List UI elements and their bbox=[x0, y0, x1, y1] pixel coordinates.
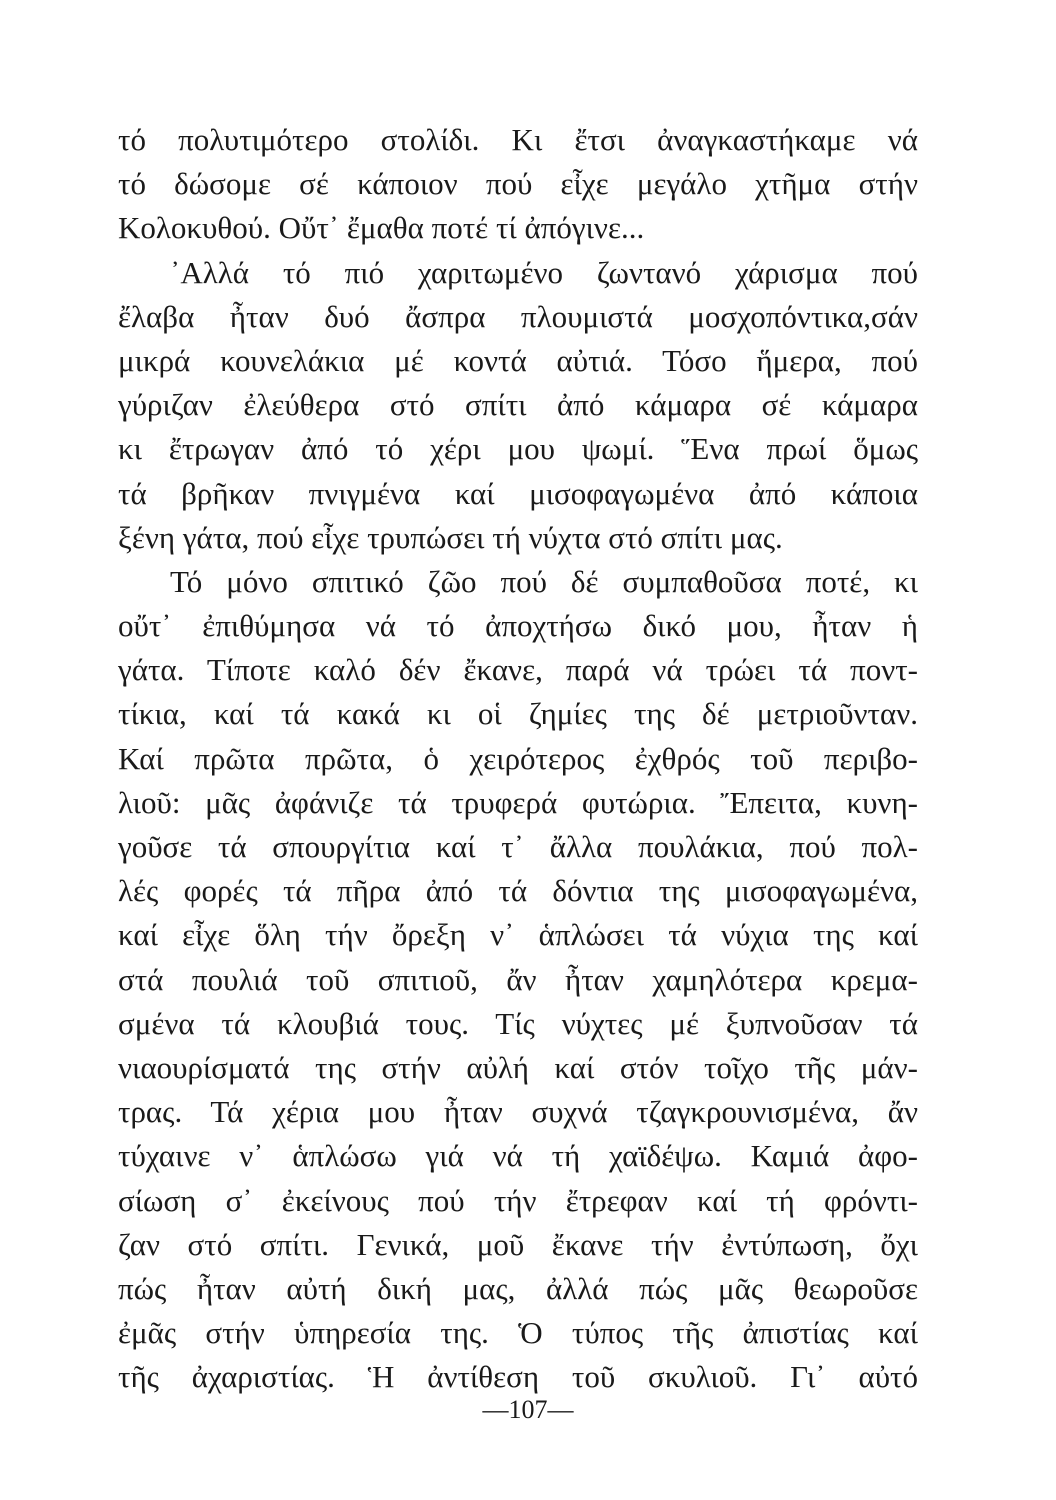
text-line: μικρά κουνελάκια μέ κοντά αὐτιά. Τόσο ἥμερα, πού bbox=[118, 342, 918, 378]
text-line: τῆς ἀχαριστίας. Ἡ ἀντίθεση τοῦ σκυλιοῦ. Γι᾽ αὐτό bbox=[118, 1359, 918, 1395]
text-line: λιοῦ: μᾶς ἀφάνιζε τά τρυφερά φυτώρια. Ἔπειτα, κυνη- bbox=[118, 784, 918, 820]
text-line: κι ἔτρωγαν ἀπό τό χέρι μου ψωμί. Ἕνα πρωί ὅμως bbox=[118, 431, 918, 467]
text-line: ἔλαβα ἦταν δυό ἄσπρα πλουμιστά μοσχοπόντικα,σάν bbox=[118, 298, 918, 334]
text-line: λές φορές τά πῆρα ἀπό τά δόντια της μισοφαγωμένα, bbox=[118, 873, 918, 909]
text-line: ξένη γάτα, πού εἶχε τρυπώσει τή νύχτα στό σπίτι μας. bbox=[118, 519, 783, 555]
text-line: ᾽Αλλά τό πιό χαριτωμένο ζωντανό χάρισμα πού bbox=[170, 254, 918, 290]
text-line: σμένα τά κλουβιά τους. Τίς νύχτες μέ ξυπνοῦσαν τά bbox=[118, 1005, 918, 1041]
text-line: τύχαινε ν᾽ ἁπλώσω γιά νά τή χαϊδέψω. Καμιά ἀφο- bbox=[118, 1138, 918, 1174]
text-line: σίωση σ᾽ ἐκείνους πού τήν ἔτρεφαν καί τή φρόντι- bbox=[118, 1182, 918, 1218]
text-line: τά βρῆκαν πνιγμένα καί μισοφαγωμένα ἀπό κάποια bbox=[118, 475, 918, 511]
text-line: τρας. Τά χέρια μου ἦταν συχνά τζαγκρουνισμένα, ἄν bbox=[118, 1094, 918, 1130]
text-line: τό πολυτιμότερο στολίδι. Κι ἔτσι ἀναγκαστήκαμε νά bbox=[118, 122, 918, 157]
text-line: Τό μόνο σπιτικό ζῶο πού δέ συμπαθοῦσα ποτέ, κι bbox=[170, 563, 918, 599]
text-line: ζαν στό σπίτι. Γενικά, μοῦ ἔκανε τήν ἐντύπωση, ὄχι bbox=[118, 1226, 918, 1262]
text-line: γύριζαν ἐλεύθερα στό σπίτι ἀπό κάμαρα σέ κάμαρα bbox=[118, 387, 918, 423]
body-text bbox=[118, 118, 918, 1399]
text-line: τό δώσομε σέ κάποιον πού εἶχε μεγάλο χτῆμα στήν bbox=[118, 166, 918, 202]
text-line: Καί πρῶτα πρῶτα, ὁ χειρότερος ἐχθρός τοῦ περιβο- bbox=[118, 740, 918, 776]
text-line: οὔτ᾽ ἐπιθύμησα νά τό ἀποχτήσω δικό μου, ἦταν ἡ bbox=[118, 608, 918, 644]
text-line: νιαουρίσματά της στήν αὐλή καί στόν τοῖχο τῆς μάν- bbox=[118, 1049, 918, 1085]
text-line: γοῦσε τά σπουργίτια καί τ᾽ ἄλλα πουλάκια, πού πολ- bbox=[118, 829, 918, 864]
text-line: Κολοκυθού. Οὔτ᾽ ἔμαθα ποτέ τί ἀπόγινε... bbox=[118, 210, 645, 246]
text-line: στά πουλιά τοῦ σπιτιοῦ, ἄν ἦταν χαμηλότερα κρεμα- bbox=[118, 961, 918, 997]
text-line: γάτα. Τίποτε καλό δέν ἔκανε, παρά νά τρώει τά ποντ- bbox=[118, 652, 918, 688]
text-line: τίκια, καί τά κακά κι οἱ ζημίες της δέ μετριοῦνταν. bbox=[118, 696, 918, 732]
text-line: ἐμᾶς στήν ὑπηρεσία της. Ὁ τύπος τῆς ἀπιστίας καί bbox=[118, 1315, 918, 1351]
text-line: καί εἶχε ὅλη τήν ὄρεξη ν᾽ ἁπλώσει τά νύχια της καί bbox=[118, 917, 918, 953]
text-line: πώς ἦταν αὐτή δική μας, ἀλλά πώς μᾶς θεωροῦσε bbox=[118, 1270, 918, 1306]
page-number: —107— bbox=[482, 1395, 574, 1424]
